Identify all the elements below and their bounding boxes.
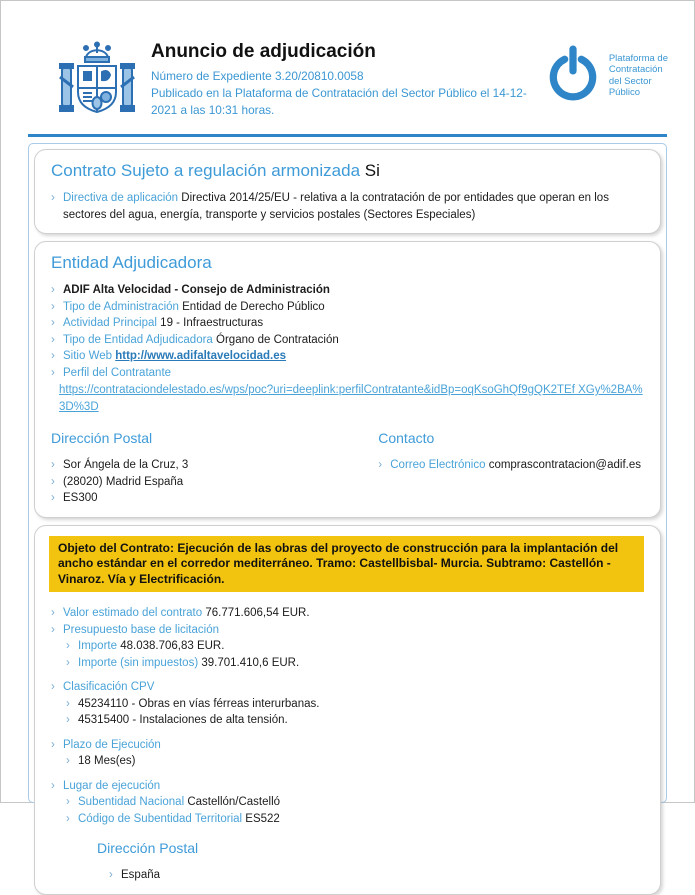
plazo-group xyxy=(49,737,644,770)
expediente-number: Número de Expediente 3.20/20810.0058 xyxy=(151,69,364,83)
section-heading: Entidad Adjudicadora xyxy=(51,253,212,272)
valor-estimado-row: › Valor estimado del contrato 76.771.606,54 EUR. xyxy=(49,605,644,622)
main-content xyxy=(28,143,667,881)
email-value: comprascontratacion@adif.es xyxy=(488,459,641,471)
platform-logo xyxy=(546,41,668,108)
page-title: Anuncio de adjudicación xyxy=(151,41,376,62)
perfil-contratante-link[interactable]: https://contrataciondelestado.es/wps/poc?uri=deeplink:perfilContratante&idBp=oqKsoGhQf9gQK2TEf XGy%2BA%3D%3D xyxy=(59,384,643,413)
header-title-block xyxy=(151,41,543,118)
address-line: › Sor Ángela de la Cruz, 3 xyxy=(49,457,376,474)
address-line: › (28020) Madrid España xyxy=(49,474,376,491)
actividad-principal-row: › Actividad Principal 19 - Infraestructuras xyxy=(49,315,644,332)
power-icon xyxy=(546,45,600,108)
cpv-item: › 45234110 - Obras en vías férreas interurbanas. xyxy=(64,696,644,713)
cpv-item: › 45315400 - Instalaciones de alta tensión. xyxy=(64,712,644,729)
entidad-columns xyxy=(49,430,644,507)
presupuesto-base-row: › Presupuesto base de licitación xyxy=(49,622,644,639)
platform-logo-text: Plataforma de Contratación del Sector Público xyxy=(608,53,668,99)
importe-sin-impuestos-row: › Importe (sin impuestos) 39.701.410,6 EUR. xyxy=(64,655,644,672)
correo-electronico-row: › Correo Electrónico comprascontratacion@adif.es xyxy=(376,457,644,474)
contacto-heading: Contacto xyxy=(378,430,435,446)
plazo-label-row: › Plazo de Ejecución xyxy=(49,737,644,754)
objeto-contrato-highlight: Objeto del Contrato: Ejecución de las obras del proyecto de construcción para la implantación del ancho estándar en el corredor mediterráneo. Tramo: Castellbisbal- Murcia. Subtramo: Castellón - Vinaroz. Vía y Electrificación. xyxy=(49,536,644,593)
section-entidad-adjudicadora xyxy=(34,241,661,518)
perfil-url-row xyxy=(49,382,644,415)
header-divider xyxy=(28,134,667,137)
address-line: › ES300 xyxy=(49,490,376,507)
plazo-value-row: › 18 Mes(es) xyxy=(64,753,644,770)
subentidad-nacional-row: › Subentidad Nacional Castellón/Castelló xyxy=(64,794,644,811)
lugar-ejecucion-group xyxy=(49,778,644,884)
page-header xyxy=(1,1,694,124)
cpv-label-row: › Clasificación CPV xyxy=(49,679,644,696)
regulacion-value: Si xyxy=(364,161,380,180)
lugar-direccion-postal-heading: Dirección Postal xyxy=(97,840,199,856)
publication-info: Publicado en la Plataforma de Contratación del Sector Público el 14-12-2021 a las 10:31 horas. xyxy=(151,85,527,117)
lugar-pais-row: › España xyxy=(107,867,644,884)
directiva-row: › Directiva de aplicación Directiva 2014/25/EU - relativa a la contratación de por entidades que operan en los sectores del agua, energía, transporte y servicios postales (Sectores Especiales) xyxy=(49,190,644,223)
direccion-postal-block xyxy=(49,430,376,507)
cpv-group xyxy=(49,679,644,729)
sitio-web-link[interactable]: http://www.adifaltavelocidad.es xyxy=(115,350,287,362)
contacto-block xyxy=(376,430,644,507)
lugar-label-row: › Lugar de ejecución xyxy=(49,778,644,795)
importe-row: › Importe 48.038.706,83 EUR. xyxy=(64,638,644,655)
codigo-subentidad-row: › Código de Subentidad Territorial ES522 xyxy=(64,811,644,828)
section-heading: Contrato Sujeto a regulación armonizada Si xyxy=(51,161,380,180)
sitio-web-row: › Sitio Web http://www.adifaltavelocidad.es xyxy=(49,348,644,365)
direccion-postal-heading: Dirección Postal xyxy=(51,430,153,446)
section-regulacion-armonizada xyxy=(34,149,661,234)
section-objeto-contrato xyxy=(34,525,661,895)
spain-coat-of-arms-icon xyxy=(57,41,137,124)
tipo-entidad-row: › Tipo de Entidad Adjudicadora Órgano de Contratación xyxy=(49,332,644,349)
entidad-nombre-row: › ADIF Alta Velocidad - Consejo de Administración xyxy=(49,282,644,299)
perfil-contratante-row: › Perfil del Contratante xyxy=(49,365,644,382)
tipo-administracion-row: › Tipo de Administración Entidad de Derecho Público xyxy=(49,299,644,316)
